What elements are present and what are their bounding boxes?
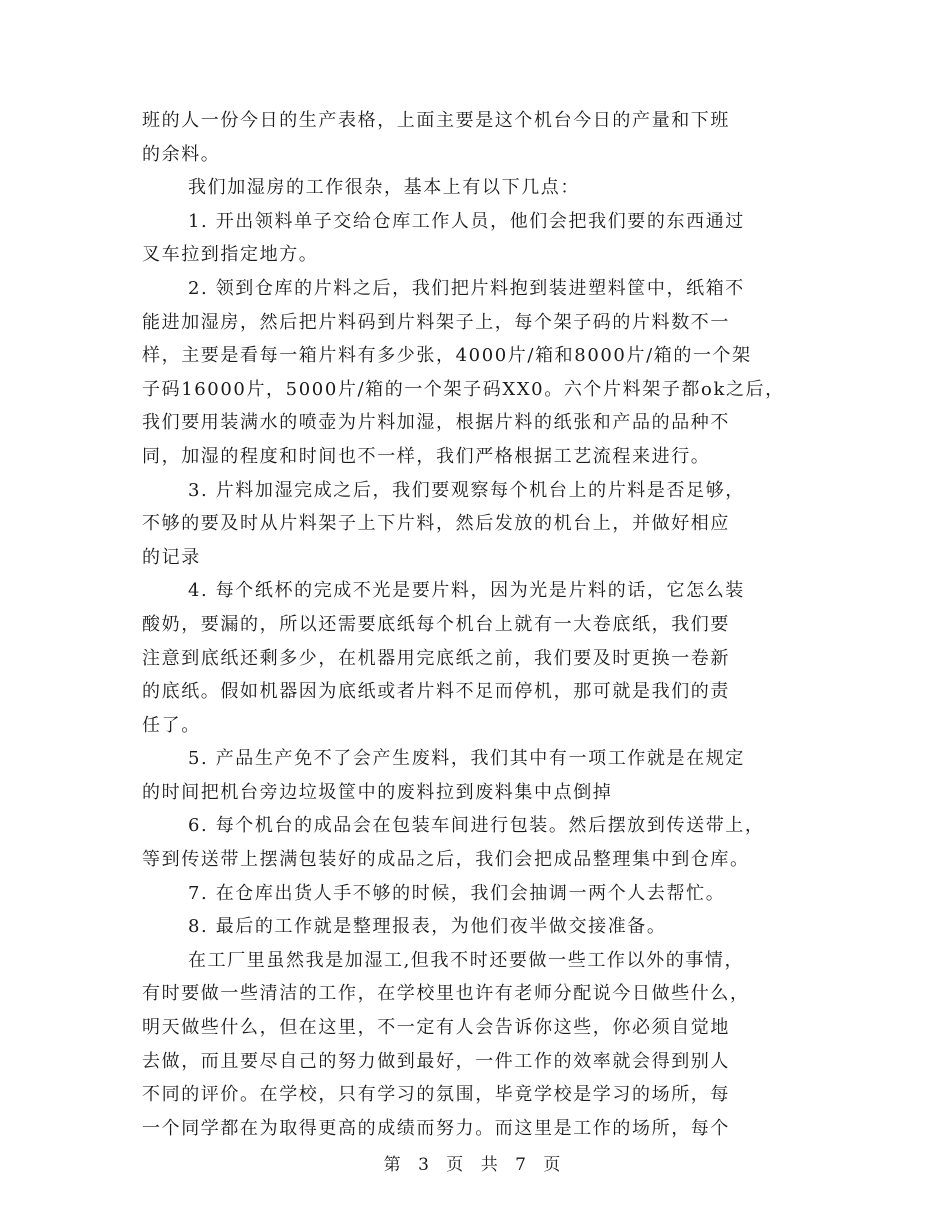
text-line: 7. 在仓库出货人手不够的时候，我们会抽调一两个人去帮忙。 (188, 882, 726, 904)
text-line: 我们加湿房的工作很杂，基本上有以下几点： (188, 177, 580, 199)
text-line: 8. 最后的工作就是整理报表，为他们夜半做交接准备。 (188, 916, 667, 938)
page-footer: 第 3 页 共 7 页 (383, 1155, 567, 1175)
text-line: 的时间把机台旁边垃圾筐中的废料拉到废料集中点倒掉 (142, 781, 613, 803)
text-line: 2. 领到仓库的片料之后，我们把片料抱到装进塑料筐中，纸箱不 (188, 277, 745, 299)
text-line: 酸奶，要漏的，所以还需要底纸每个机台上就有一大卷底纸，我们要 (142, 613, 730, 635)
text-line: 叉车拉到指定地方。 (142, 244, 319, 266)
text-line: 等到传送带上摆满包装好的成品之后，我们会把成品整理集中到仓库。 (142, 849, 750, 871)
document-body (142, 104, 822, 1145)
text-line: 样，主要是看每一箱片料有多少张，4000片/箱和8000片/箱的一个架 (142, 345, 752, 367)
text-line: 1. 开出领料单子交给仓库工作人员，他们会把我们要的东西通过 (188, 210, 745, 232)
text-line: 明天做些什么，但在这里，不一定有人会告诉你这些，你必须自觉地 (142, 1017, 730, 1039)
text-line: 同，加湿的程度和时间也不一样，我们严格根据工艺流程来进行。 (142, 445, 711, 467)
text-line: 有时要做一些清洁的工作，在学校里也许有老师分配说今日做些什么， (142, 983, 750, 1005)
text-line: 班的人一份今日的生产表格，上面主要是这个机台今日的产量和下班 (142, 110, 730, 131)
text-line: 的余料。 (142, 143, 221, 165)
text-line: 5. 产品生产免不了会产生废料，我们其中有一项工作就是在规定 (188, 748, 745, 770)
text-line: 6. 每个机台的成品会在包装车间进行包装。然后摆放到传送带上， (188, 815, 765, 837)
text-line: 的记录 (142, 546, 201, 568)
text-line: 4. 每个纸杯的完成不光是要片料，因为光是片料的话，它怎么装 (188, 580, 745, 602)
text-line: 的底纸。假如机器因为底纸或者片料不足而停机，那可就是我们的责 (142, 681, 730, 703)
text-line: 不同的评价。在学校，只有学习的氛围，毕竟学校是学习的场所，每 (142, 1084, 730, 1106)
text-line: 能进加湿房，然后把片料码到片料架子上，每个架子码的片料数不一 (142, 311, 730, 333)
text-line: 注意到底纸还剩多少，在机器用完底纸之前，我们要及时更换一卷新 (142, 647, 730, 669)
text-line: 我们要用装满水的喷壶为片料加湿，根据片料的纸张和产品的品种不 (142, 412, 730, 434)
text-line: 在工厂里虽然我是加湿工,但我不时还要做一些工作以外的事情， (188, 949, 745, 971)
text-line: 3. 片料加湿完成之后，我们要观察每个机台上的片料是否足够， (188, 479, 745, 501)
text-line: 不够的要及时从片料架子上下片料，然后发放的机台上，并做好相应 (142, 513, 730, 535)
text-line: 子码16000片，5000片/箱的一个架子码XX0。六个片料架子都ok之后， (142, 378, 785, 400)
text-line: 一个同学都在为取得更高的成绩而努力。而这里是工作的场所，每个 (142, 1117, 730, 1139)
text-line: 去做，而且要尽自己的努力做到最好，一件工作的效率就会得到别人 (142, 1050, 730, 1072)
text-line: 任了。 (142, 714, 201, 736)
